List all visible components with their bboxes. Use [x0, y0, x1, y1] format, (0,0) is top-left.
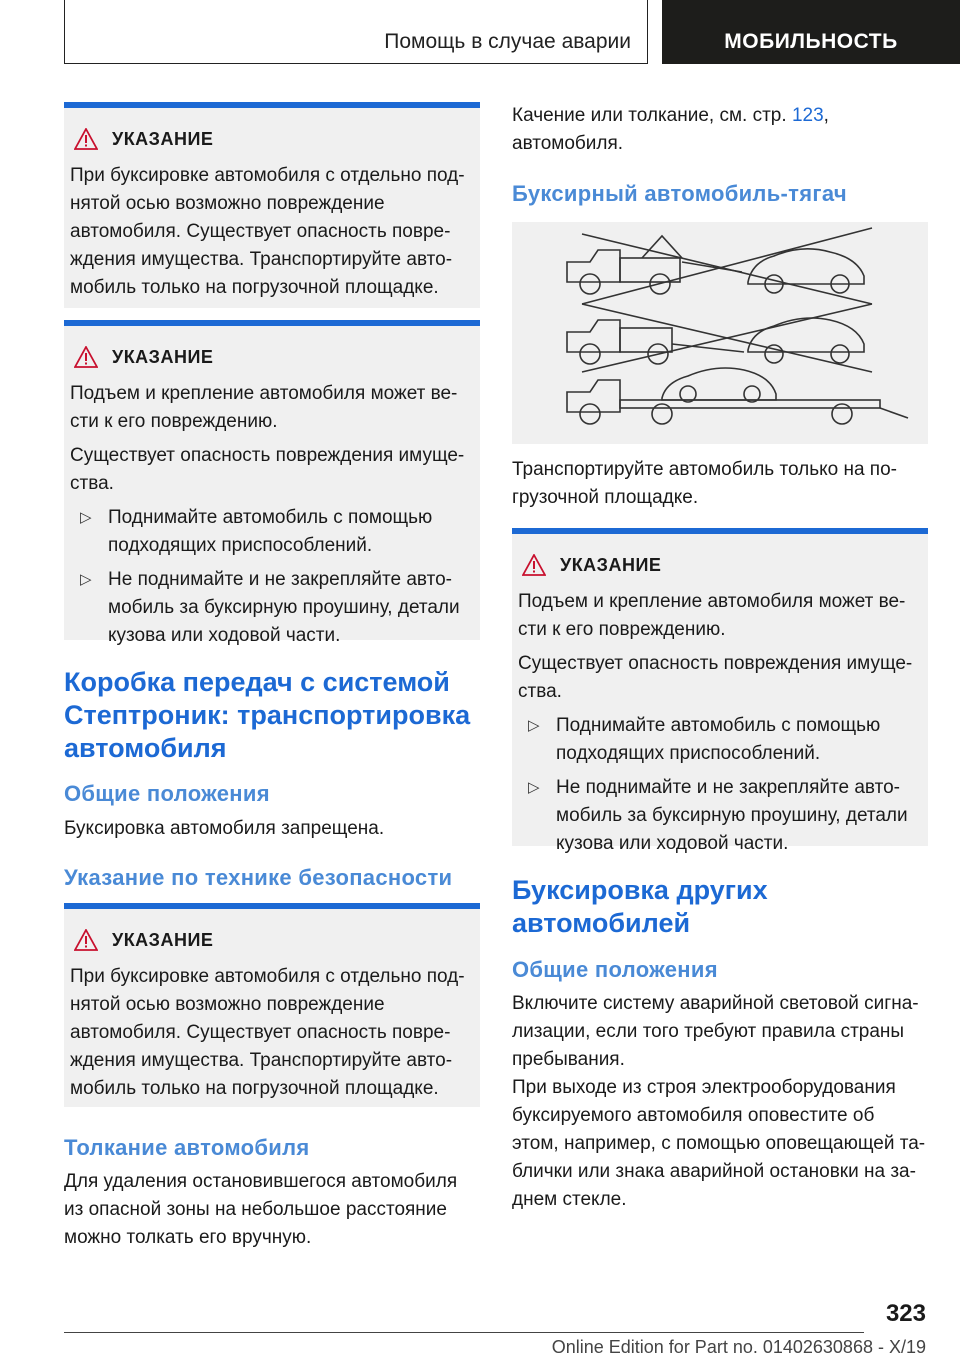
warning-title: УКАЗАНИЕ [112, 929, 214, 950]
header-frame [64, 0, 648, 64]
page-number: 323 [885, 1300, 926, 1327]
body-text: Буксировка автомобиля запрещена. [64, 818, 385, 839]
list-item: ▷ Поднимайте автомобиль с помощью подходящих приспособлений. [64, 504, 480, 560]
subsection-heading: Указание по технике безопасности [64, 865, 453, 890]
triangle-bullet-icon: ▷ [528, 779, 540, 796]
warning-title: УКАЗАНИЕ [112, 346, 214, 367]
section-tab [662, 0, 960, 64]
body-text: Включите систему аварийной световой сигна- лизации, если того требуют правила страны пребывания. [512, 993, 919, 1070]
list-item: ▷ Не поднимайте и не закрепляйте авто- мобиль за буксирную проушину, детали кузова или ходовой части. [64, 566, 480, 650]
tow-truck-illustration [512, 222, 928, 444]
list-item: ▷ Не поднимайте и не закрепляйте авто- мобиль за буксирную проушину, детали кузова или ходовой части. [512, 774, 928, 858]
section-heading: Буксировка других автомобилей [512, 875, 768, 938]
warning-title: УКАЗАНИЕ [112, 128, 214, 149]
subsection-heading: Общие положения [512, 957, 718, 982]
body-text: Качение или толкание, см. стр. 123, автомобиля. [512, 105, 829, 154]
footer-divider [64, 1332, 864, 1333]
body-text: При выходе из строя электрооборудования буксируемого автомобиля оповестите об этом, например, с помощью оповещающей та- блички или знака аварийной остановки на за- днем стекле. [512, 1077, 926, 1210]
section-title: МОБИЛЬНОСТЬ [724, 30, 898, 53]
triangle-bullet-icon: ▷ [80, 509, 92, 526]
warning-text: Существует опасность повреждения имуще- ства. [70, 445, 465, 494]
warning-text: При буксировке автомобиля с отдельно под- нятой осью возможно повреждение автомобиля. Существует опасность повре- ждения имущества. Транспортируйте авто- мобиль только на погрузочной площадке. [70, 966, 465, 1099]
figure-caption: Транспортируйте автомобиль только на по- грузочной площадке. [512, 459, 897, 508]
warning-title: УКАЗАНИЕ [560, 554, 662, 575]
warning-text: Подъем и крепление автомобиля может ве- сти к его повреждению. [70, 383, 458, 432]
warning-box [64, 102, 480, 308]
warning-text: Существует опасность повреждения имуще- ства. [518, 653, 913, 702]
tow-truck-diagram [512, 222, 928, 444]
triangle-bullet-icon: ▷ [528, 717, 540, 734]
chapter-title: Помощь в случае аварии [384, 30, 631, 53]
triangle-bullet-icon: ▷ [80, 571, 92, 588]
subsection-heading: Буксирный автомобиль-тягач [512, 181, 847, 206]
warning-icon [522, 554, 546, 576]
subsection-heading: Толкание автомобиля [64, 1135, 310, 1160]
warning-box [64, 903, 480, 1107]
warning-box [64, 320, 480, 646]
section-heading: Коробка передач с системой Стептроник: транспортировка автомобиля [64, 667, 471, 763]
warning-text: Подъем и крепление автомобиля может ве- сти к его повреждению. [518, 591, 906, 640]
warning-icon [74, 128, 98, 150]
warning-box [512, 528, 928, 854]
warning-icon [74, 929, 98, 951]
page-link[interactable]: 123 [791, 105, 824, 126]
list-item: ▷ Поднимайте автомобиль с помощью подходящих приспособлений. [512, 712, 928, 768]
warning-text: При буксировке автомобиля с отдельно под- нятой осью возможно повреждение автомобиля. Существует опасность повре- ждения имущества. Транспортируйте авто- мобиль только на погрузочной площадке. [70, 165, 465, 298]
subsection-heading: Общие положения [64, 781, 270, 806]
body-text: Для удаления остановившегося автомобиля из опасной зоны на небольшое расстояние можно толкать его вручную. [64, 1171, 458, 1248]
warning-icon [74, 346, 98, 368]
footer-edition: Online Edition for Part no. 01402630868 - X/19 [551, 1337, 926, 1357]
